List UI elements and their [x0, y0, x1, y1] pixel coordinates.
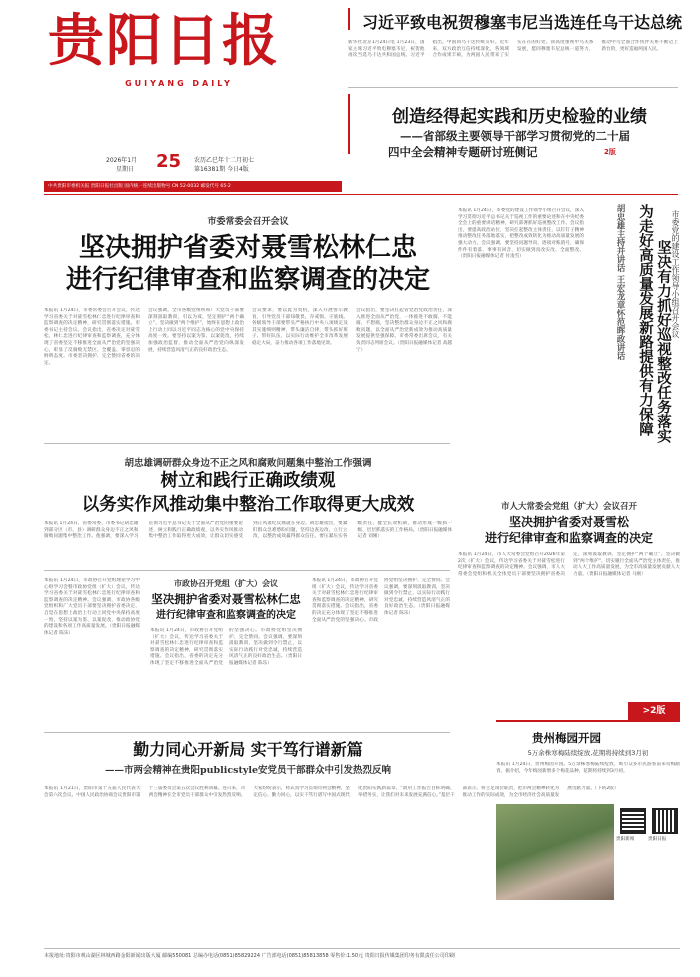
promo-page-tab[interactable] [628, 702, 680, 720]
date-day: 25 [156, 151, 182, 172]
lead-body-col2: 会议强调，全市各级党组织和广大党员干部要深刻汲取教训，引以为戒，坚定拥护“两个确立”、坚决做到“两个维护”，始终在思想上政治上行动上同以习近平同志为核心的党中央保持高度一致。要坚持以案为鉴、以案促改，持续加强政治监督，推动全面从严治党向纵深发展，持续营造风清气正的良好政治生态。 [148, 308, 244, 353]
promo-title: 贵州梅园开园 [532, 731, 601, 745]
page-ref-2[interactable]: 2版 [604, 148, 616, 156]
footer-text: 本报地址:贵阳市观山湖区林城西路金阳新闻出版大厦 邮编550081 总编办电话(0851)85829224 广告部电话(0851)85813858 零售价:1.50元 贵阳日报传媒集团印务有限责任公司印刷 [44, 953, 455, 959]
divider [44, 732, 450, 733]
date-weekday: 星期日 [116, 166, 135, 173]
footer-rule [44, 948, 680, 949]
mid-kicker: 胡忠雄调研群众身边不正之风和腐败问题集中整治工作强调 [124, 458, 372, 469]
qr-label-daily: 贵阳日报 [648, 837, 667, 842]
lead-body-col4: 会议指出，要坚决扛起管党治党政治责任，深入推进全面从严治党，一体推进不敢腐、不能腐、不想腐，坚决整治群众身边不正之风和腐败问题，以全面从严治党新成效为推动高质量发展提供坚强保障。市委常委出席会议，有关负责同志列席会议。（贵阳日报融媒体记者 高越宁） [356, 308, 452, 353]
lunar-date: 农历乙巳年十二月初七 [194, 157, 255, 164]
masthead-banner [44, 181, 342, 192]
bottom-body: 本报讯 1月21日，贵阳市第十五届人民代表大会第六次会议、中国人民政治协商会议贵阳市第十三届委员会第五次会议胜利闭幕。连日来，市两会精神在全市党员干部群众中引发热烈反响。大家纷纷表示，将认真学习贯彻市两会精神，坚定信心、勤力同心，以实干笃行谱写中国式现代化贵阳实践新篇章。“政府工作报告目标明确、举措务实，让我们对未来发展充满信心。”基层干部表示，将立足岗位职责，把市两会精神转化为推动工作的实际成效，为全市经济社会高质量发展贡献力量。（下转2版） [44, 786, 619, 798]
right-column-body: 本报讯 1月24日，市委党的建设工作领导小组召开会议，深入学习贯彻习近平总书记关于巡视工作的重要论述和在中央纪委全会上的重要讲话精神，研究部署抓好巡视整改工作。会议指出，要提高政治站位，坚决扛起整改主体责任，以钉钉子精神推动整改任务落地落实，把整改成效转化为推动高质量发展的强大动力。会议强调，要坚持问题导向，逐项对账销号，确保件件有着落、事事有回音，切实做到真改实改、全面整改。（贵阳日报融媒体记者 付凌雪） [458, 208, 584, 260]
date-block [106, 151, 356, 177]
bottom-headline: 勤力同心开新局 实干笃行谱新篇 [133, 740, 363, 759]
mid-headline-2: 以务实作风推动集中整治工作取得更大成效 [81, 495, 415, 515]
bottom-subhead: ——市两会精神在贵阳publicstyle安党员干部群众中引发热烈反响 [104, 765, 392, 776]
divider [348, 87, 678, 88]
lead-kicker: 市委常委会召开会议 [207, 217, 289, 227]
mid-headline-1: 树立和践行正确政绩观 [160, 471, 336, 491]
headline1-body: 新华社北京1月24日电 1月23日，国家主席习近平致电穆塞韦尼，祝贺他再次当选乌干达共和国总统。习近平指出，中国同乌干达传统友好。近年来，双方政治互信持续深化，各领域合作成果丰硕，为两国人民带来了实实在在的好处。我高度重视中乌关系发展，愿同穆塞韦尼总统一道努力，推动中乌全面合作伙伴关系不断迈上新台阶，更好造福两国人民。 [348, 40, 678, 59]
qr-code-news[interactable] [620, 808, 646, 834]
masthead-banner-text: 中共贵阳市委机关报 贵阳日报社出版 国内统一连续出版物号 CN 52-0032 邮发代号 65-2 [48, 184, 231, 189]
lead-body-col3: 会议要求，要以此为契机，深入开展警示教育，引导党员干部知敬畏、存戒惧、守底线。各级领导干部要带头严格执行中央八项规定及其实施细则精神，带头廉洁自律，带头抓好班子、带好队伍，以实际行动维护全市改革发展稳定大局，奋力推动各项工作落地见效。 [252, 308, 348, 346]
qr-code-daily[interactable] [652, 808, 678, 834]
lead-article [44, 200, 452, 440]
promo-box[interactable] [496, 706, 680, 930]
right-mid-article [458, 500, 680, 630]
subhead2b: 四中全会精神专题研讨班侧记 [388, 145, 538, 159]
center-article [150, 578, 302, 728]
mid-article [44, 455, 452, 565]
promo-page-ref: >2版 [642, 706, 666, 716]
masthead-pinyin: GUIYANG DAILY [125, 79, 233, 88]
promo-photo [496, 804, 614, 900]
headline1-bar [348, 8, 350, 30]
center-headline-2: 进行纪律审查和监察调查的决定 [156, 610, 296, 621]
right-column-headline-a: 坚决有力抓好巡视整改任务落实 [655, 240, 672, 443]
right-column-byline: 胡忠雄主持并讲话 王宏龙章怀范晖政讲话 [615, 204, 625, 360]
center-headline-1: 坚决拥护省委对聂雪松林仁忠 [151, 592, 301, 606]
date-year-month: 2026年1月 [106, 157, 138, 164]
right-column-kicker: 市委党的建设工作领导小组召开会议 [671, 210, 680, 338]
right-mid-kicker: 市人大常委会党组（扩大）会议召开 [500, 502, 637, 512]
center-body: 本报讯 1月24日，市政协召开党组（扩大）会议，传达学习省委关于对聂雪松林仁忠进行纪律审查和监察调查的决定精神，研究贯彻落实措施。会议指出，省委的决定充分体现了坚定不移推进全面从严治党的坚强决心。市政协党组坚决拥护、完全赞同。会议强调，要深刻汲取教训，坚决做到令行禁止，以实际行动践行对党忠诚，持续营造风清气正的良好政治生态。（贵阳日报融媒体记者 陈乐） [150, 628, 302, 666]
qr-label-news: 贵阳新闻 [616, 837, 635, 842]
right-mid-body: 本报讯 1月24日，市人大常委会党组召开2026年第2次（扩大）会议，传达学习省委关于对聂雪松进行纪律审查和监察调查的决定精神。会议强调，市人大常委会党组和机关全体党员干部要坚决拥护省委决定，深刻汲取教训，坚定拥护“两个确立”、坚决做到“两个维护”，切实履行全面从严治党主体责任，推动人大工作高质量发展，为全市高质量发展贡献人大力量。（贵阳日报融媒体记者 马刚） [458, 552, 680, 577]
divider [44, 443, 450, 444]
right-mid-headline-a: 坚决拥护省委对聂雪松 [508, 515, 629, 529]
top-right-block [348, 4, 683, 159]
center-kicker: 市政协召开党组（扩大）会议 [174, 578, 278, 588]
headline1: 习近平致电祝贺穆塞韦尼当选连任乌干达总统 [362, 13, 683, 32]
promo-subtitle: 5万余株寒梅陆续绽放,花期将持续到3月初 [527, 749, 649, 757]
divider [44, 570, 450, 571]
headline2-bar [348, 94, 350, 154]
lead-body-col1: 本报讯 1月24日，市委常委会召开会议，传达学习省委关于对聂雪松林仁忠进行纪律审查和监察调查的决定精神，研究贯彻落实措施。市委书记主持会议。会议指出，省委决定对聂雪松、林仁忠进行纪律审查和监察调查，充分体现了省委坚定不移推进全面从严治党的坚强决心，彰显了反腐败无禁区、全覆盖、零容忍的鲜明态度。市委坚决拥护、完全赞同省委的决定。 [44, 308, 140, 366]
headline2: 创造经得起实践和历史检验的业绩 [392, 107, 647, 127]
masthead-title: 贵阳日报 [48, 8, 280, 74]
lead-headline-1: 坚决拥护省委对聂雪松林仁忠 [78, 233, 417, 263]
promo-body: 本报讯 1月24日，贵州梅园开园。5万余株寒梅陆续绽放，吸引众多市民游客前来赏梅踏青。据介绍，今年梅园新增多个梅花品种，花期将持续到3月初。 [496, 762, 680, 774]
left-article-body: 本报讯 1月24日，市政协召开党组理论学习中心组学习会暨市政协党组（扩大）会议，传达学习省委关于对聂雪松林仁忠进行纪律审查和监察调查的决定精神。会议强调，市政协各级党组织和广大党员干部要坚决拥护省委决定，自觉在思想上政治上行动上同党中央保持高度一致，坚持以案为鉴、以案促改，推动政协党的建设和各项工作高质量发展。（贵阳日报融媒体记者 陈乐） [44, 578, 140, 636]
center-right-body: 本报讯 1月24日，市政协召开党组（扩大）会议，传达学习省委关于对聂雪松林仁忠进行纪律审查和监察调查的决定精神，研究贯彻落实措施。会议指出，省委的决定充分体现了坚定不移推进全面从严治党的坚强决心。市政协党组坚决拥护、完全赞同。会议强调，要深刻汲取教训，坚决做到令行禁止，以实际行动践行对党忠诚，持续营造风清气正的良好政治生态。（贵阳日报融媒体记者 陈乐） [312, 578, 450, 623]
issue-number: 第16381期 今日4版 [194, 166, 249, 173]
lead-headline-2: 进行纪律审查和监察调查的决定 [65, 265, 430, 295]
mid-body: 本报讯 1月24日，省委常委、市委书记胡忠雄到部分区（市、县）调研群众身边不正之风和腐败问题集中整治工作。他强调，要深入学习贯彻习近平总书记关于全面从严治党的重要论述，树立和践行正确政绩观，以务实作风推动集中整治工作取得更大成效，让群众切实感受到正风肃纪反腐就在身边。胡忠雄指出，要紧盯群众急难愁盼问题，坚持边查边改、立行立改，以整治成效赢得群众信任。要压紧压实各级责任，健全长效机制，推动形成一级抓一级、层层抓落实的工作格局。（贵阳日报融媒体记者 刘刚） [44, 521, 452, 540]
subhead2a: ——省部级主要领导干部学习贯彻党的二十届 [400, 129, 630, 143]
right-column-article [458, 200, 680, 496]
right-mid-headline-b: 进行纪律审查和监察调查的决定 [484, 531, 653, 545]
top-divider [44, 194, 678, 195]
right-column-headline-b: 为走好高质量发展新路提供有力保障 [637, 204, 654, 436]
